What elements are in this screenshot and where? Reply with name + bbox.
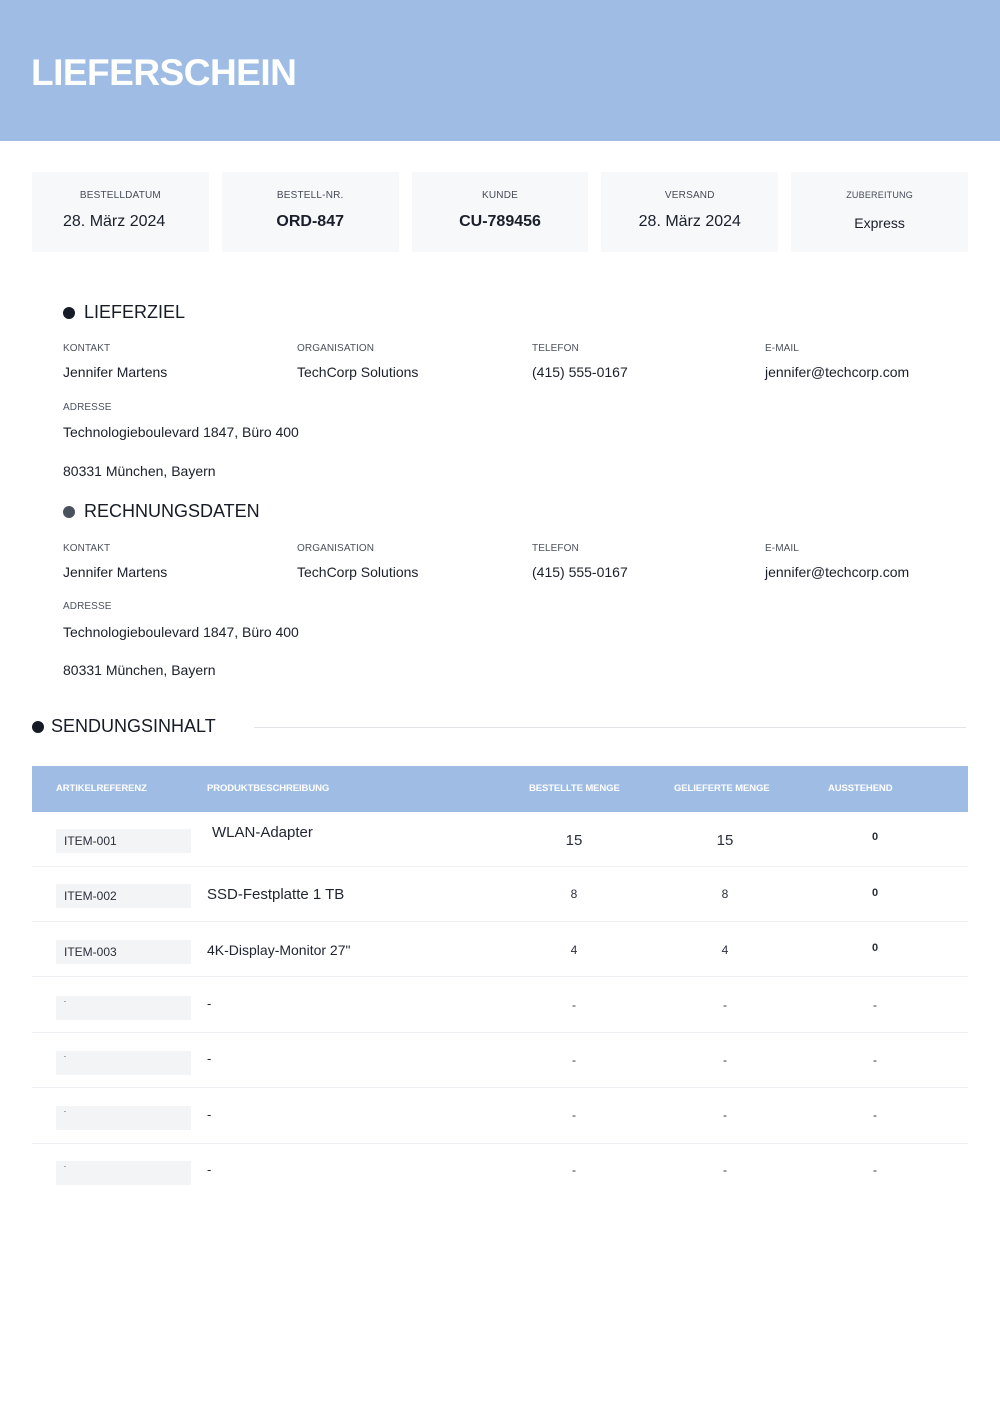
item-description: WLAN-Adapter [212, 824, 313, 841]
table-row [32, 1033, 968, 1088]
table-row [32, 1089, 968, 1144]
bullet-dot-icon [32, 721, 44, 733]
table-row [32, 812, 968, 867]
card-label: VERSAND [664, 190, 715, 201]
order-info-cards [32, 172, 968, 252]
delivery-contact-label: KONTAKT [63, 343, 111, 354]
billing-contact: Jennifer Martens [63, 564, 168, 580]
item-ordered: - [572, 998, 576, 1012]
card-label: BESTELL-NR. [276, 190, 344, 201]
document-header [0, 0, 1000, 141]
section-title-text: RECHNUNGSDATEN [84, 501, 260, 521]
item-ordered: 4 [570, 943, 578, 957]
section-title-billing [63, 501, 260, 522]
delivery-phone: (415) 555-0167 [532, 364, 628, 380]
billing-phone-label: TELEFON [532, 543, 579, 554]
card-customer [412, 172, 589, 252]
item-delivered: 4 [721, 943, 729, 957]
delivery-address-label: ADRESSE [63, 402, 112, 413]
card-label: ZUBEREITUNG [846, 190, 913, 200]
billing-org-label: ORGANISATION [297, 543, 375, 554]
billing-address-line2: 80331 München, Bayern [63, 662, 216, 678]
billing-email: jennifer@techcorp.com [765, 564, 910, 580]
billing-org: TechCorp Solutions [297, 564, 419, 580]
column-header-ordered: BESTELLTE MENGE [529, 783, 620, 794]
delivery-email: jennifer@techcorp.com [765, 364, 910, 380]
item-delivered: - [723, 1108, 727, 1122]
section-title-text: LIEFERZIEL [84, 302, 186, 322]
item-ref: - [56, 996, 191, 1020]
item-ordered: 15 [565, 832, 583, 849]
card-value: Express [854, 215, 905, 231]
item-ordered: - [572, 1053, 576, 1067]
card-shipping-date [601, 172, 778, 252]
delivery-address-line2: 80331 München, Bayern [63, 463, 216, 479]
delivery-contact: Jennifer Martens [63, 364, 168, 380]
card-label: BESTELLDATUM [79, 190, 161, 201]
item-pending: - [873, 998, 877, 1012]
card-order-date [32, 172, 209, 252]
divider [254, 727, 966, 728]
item-ref: - [56, 1106, 191, 1130]
card-value: 28. März 2024 [638, 213, 741, 230]
item-ref: ITEM-002 [56, 884, 191, 908]
item-delivered: 8 [721, 887, 729, 901]
item-description: - [207, 1162, 212, 1177]
column-header-delivered: GELIEFERTE MENGE [674, 783, 770, 794]
item-description: SSD-Festplatte 1 TB [207, 886, 345, 903]
item-ref: - [56, 1161, 191, 1185]
item-delivered: - [723, 1053, 727, 1067]
billing-address-line1: Technologieboulevard 1847, Büro 400 [63, 624, 299, 640]
delivery-phone-label: TELEFON [532, 343, 579, 354]
card-value: ORD-847 [276, 213, 344, 230]
delivery-email-label: E-MAIL [765, 343, 799, 354]
item-ordered: - [572, 1108, 576, 1122]
item-ref: - [56, 1051, 191, 1075]
card-preparation [791, 172, 968, 252]
section-title-delivery [63, 302, 185, 323]
column-header-pending: AUSSTEHEND [828, 783, 893, 794]
item-ref: ITEM-001 [56, 829, 191, 853]
table-row [32, 867, 968, 922]
card-order-number [222, 172, 399, 252]
item-delivered: - [723, 998, 727, 1012]
bullet-dot-icon [63, 506, 75, 518]
item-pending: 0 [871, 831, 879, 843]
document-title: LIEFERSCHEIN [31, 52, 297, 93]
item-description: 4K-Display-Monitor 27" [207, 942, 351, 958]
delivery-org-label: ORGANISATION [297, 343, 375, 354]
table-row [32, 978, 968, 1033]
item-pending: - [873, 1053, 877, 1067]
item-delivered: - [723, 1163, 727, 1177]
item-description: - [207, 996, 212, 1011]
delivery-address-line1: Technologieboulevard 1847, Büro 400 [63, 424, 299, 440]
item-description: - [207, 1051, 212, 1066]
table-header [32, 766, 968, 812]
column-header-desc: PRODUKTBESCHREIBUNG [207, 783, 330, 794]
table-row [32, 922, 968, 977]
item-pending: - [873, 1108, 877, 1122]
billing-email-label: E-MAIL [765, 543, 799, 554]
table-row [32, 1144, 968, 1199]
item-ref: ITEM-003 [56, 940, 191, 964]
item-ordered: 8 [570, 887, 578, 901]
delivery-org: TechCorp Solutions [297, 364, 419, 380]
item-ordered: - [572, 1163, 576, 1177]
column-header-ref: ARTIKELREFERENZ [56, 783, 147, 794]
billing-address-label: ADRESSE [63, 601, 112, 612]
item-description: - [207, 1107, 212, 1122]
section-title-shipment [32, 716, 216, 737]
card-value: CU-789456 [459, 213, 541, 230]
card-label: KUNDE [481, 190, 518, 201]
card-value: 28. März 2024 [63, 213, 166, 230]
item-pending: - [873, 1163, 877, 1177]
billing-contact-label: KONTAKT [63, 543, 111, 554]
item-pending: 0 [871, 887, 879, 899]
item-pending: 0 [871, 942, 879, 954]
bullet-dot-icon [63, 307, 75, 319]
billing-phone: (415) 555-0167 [532, 564, 628, 580]
section-title-text: SENDUNGSINHALT [51, 716, 216, 736]
item-delivered: 15 [716, 832, 734, 849]
